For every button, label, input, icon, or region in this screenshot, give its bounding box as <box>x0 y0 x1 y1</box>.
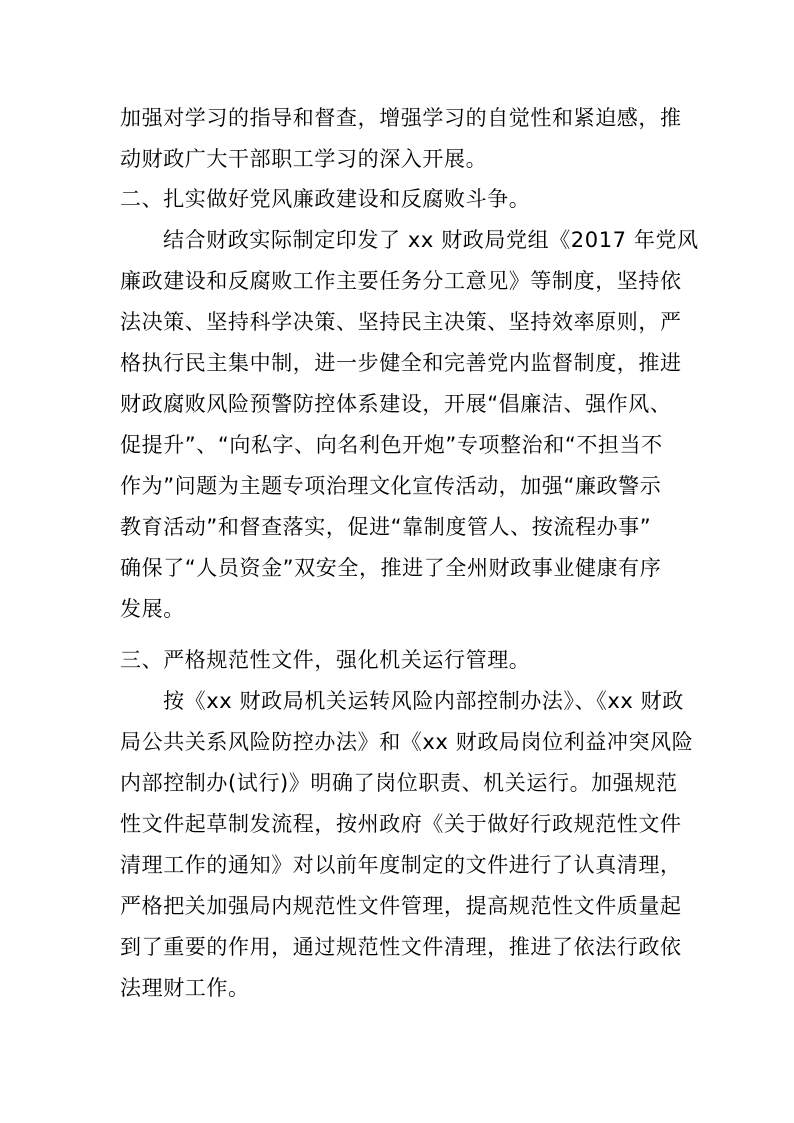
paragraph-line: 教育活动”和督查落实，促进“靠制度管人、按流程办事” <box>120 515 652 539</box>
paragraph-line: 法决策、坚持科学决策、坚持民主决策、坚持效率原则，严 <box>120 310 682 334</box>
paragraph-line: 促提升”、“向私字、向名利色开炮”专项整治和“不担当不 <box>120 433 663 457</box>
section-heading: 三、严格规范性文件，强化机关运行管理。 <box>120 648 531 672</box>
paragraph-line: 确保了“人员资金”双安全，推进了全州财政事业健康有序 <box>120 556 662 580</box>
paragraph-line: 性文件起草制发流程，按州政府《关于做好行政规范性文件 <box>120 812 682 836</box>
paragraph-line: 结合财政实际制定印发了 xx 财政局党组《2017 年党风 <box>163 228 699 252</box>
section-heading: 二、扎实做好党风廉政建设和反腐败斗争。 <box>120 187 531 211</box>
paragraph-line: 财政腐败风险预警防控体系建设，开展“倡廉洁、强作风、 <box>120 392 672 416</box>
paragraph-line: 廉政建设和反腐败工作主要任务分工意见》等制度，坚持依 <box>120 269 682 293</box>
paragraph-line: 到了重要的作用，通过规范性文件清理，推进了依法行政依 <box>120 935 682 959</box>
paragraph-line: 作为”问题为主题专项治理文化宣传活动，加强“廉政警示 <box>120 474 662 498</box>
paragraph-line: 清理工作的通知》对以前年度制定的文件进行了认真清理， <box>120 853 682 877</box>
paragraph-line: 动财政广大干部职工学习的深入开展。 <box>120 147 488 171</box>
paragraph-line: 格执行民主集中制，进一步健全和完善党内监督制度，推进 <box>120 351 682 375</box>
paragraph-line: 严格把关加强局内规范性文件管理，提高规范性文件质量起 <box>120 894 682 918</box>
paragraph-line: 发展。 <box>120 597 185 621</box>
paragraph-line: 加强对学习的指导和督查，增强学习的自觉性和紧迫感，推 <box>120 106 682 130</box>
paragraph-line: 局公共关系风险防控办法》和《xx 财政局岗位利益冲突风险 <box>120 730 694 754</box>
paragraph-line: 内部控制办(试行)》明确了岗位职责、机关运行。加强规范 <box>120 771 678 795</box>
paragraph-line: 按《xx 财政局机关运转风险内部控制办法》、《xx 财政 <box>163 689 684 713</box>
paragraph-line: 法理财工作。 <box>120 976 250 1000</box>
